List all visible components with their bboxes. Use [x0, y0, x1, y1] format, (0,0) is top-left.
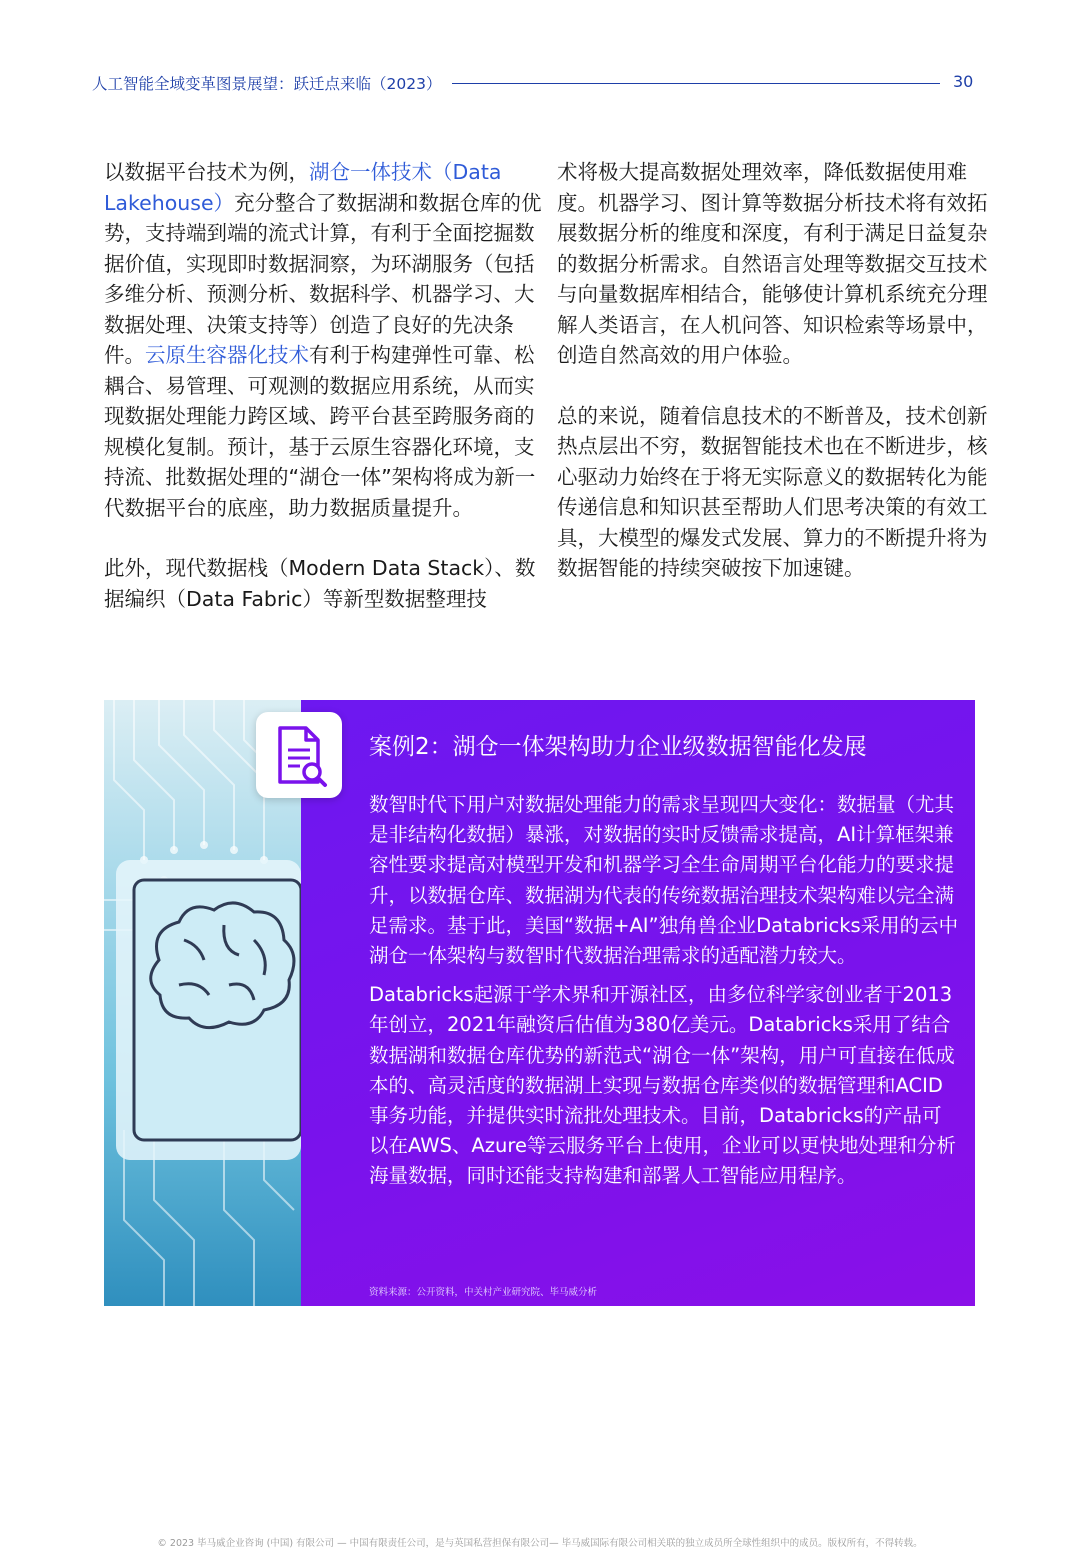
copyright-footer: © 2023 毕马威企业咨询 (中国) 有限公司 — 中国有限责任公司，是与英国私营担保有限公司— 毕马威国际有限公司相关联的独立成员所全球性组织中的成员。版权所有，不得转载。: [157, 1538, 923, 1549]
case-study-body: [369, 790, 959, 1201]
page-number: 30: [953, 72, 974, 91]
text-segment: 充分整合了数据湖和数据仓库的优势，支持端到端的流式计算，有利于全面挖掘数据价值，实现即时数据洞察，为环湖服务（包括多维分析、预测分析、数据科学、机器学习、大数据处理、决策支持等）创造了良好的先决条件。: [104, 190, 542, 367]
text-segment: 有利于构建弹性可靠、松耦合、易管理、可观测的数据应用系统，从而实现数据处理能力跨区域、跨平台甚至跨服务商的规模化复制。预计，基于云原生容器化环境，支持流、批数据处理的“湖仓一体”架构将成为新一代数据平台的底座，助力数据质量提升。: [104, 343, 536, 520]
left-paragraph-2: 此外，现代数据栈（Modern Data Stack）、数据编织（Data Fabric）等新型数据整理技: [104, 556, 536, 611]
left-column: [104, 157, 544, 644]
right-paragraph-2: 总的来说，随着信息技术的不断普及，技术创新热点层出不穷，数据智能技术也在不断进步，核心驱动力始终在于将无实际意义的数据转化为能传递信息和知识甚至帮助人们思考决策的有效工具，大模型的爆发式发展、算力的不断提升将为数据智能的持续突破按下加速键。: [557, 403, 988, 580]
left-paragraph-1: [104, 157, 544, 523]
text-segment: 以数据平台技术为例，: [104, 160, 309, 184]
header-title: 人工智能全域变革图景展望：跃迁点来临（2023）: [92, 75, 442, 93]
document-search-icon: [256, 712, 342, 798]
right-column: [557, 157, 997, 614]
header-divider: [452, 83, 940, 84]
case-paragraph-1: 数智时代下用户对数据处理能力的需求呈现四大变化：数据量（尤其是非结构化数据）暴涨，对数据的实时反馈需求提高，AI计算框架兼容性要求提高对模型开发和机器学习全生命周期平台化能力的要求提升，以数据仓库、数据湖为代表的传统数据治理技术架构难以完全满足需求。基于此，美国“数据+AI”独角兽企业Databricks采用的云中湖仓一体架构与数智时代数据治理需求的适配潜力较大。: [369, 793, 959, 968]
right-paragraph-1: 术将极大提高数据处理效率，降低数据使用难度。机器学习、图计算等数据分析技术将有效拓展数据分析的维度和深度，有利于满足日益复杂的数据分析需求。自然语言处理等数据交互技术与向量数据库相结合，能够使计算机系统充分理解人类语言，在人机问答、知识检索等场景中，创造自然高效的用户体验。: [557, 160, 988, 367]
case-paragraph-2: Databricks起源于学术界和开源社区，由多位科学家创业者于2013年创立，2021年融资后估值为380亿美元。Databricks采用了结合数据湖和数据仓库优势的新范式“湖仓一体”架构，用户可直接在低成本的、高灵活度的数据湖上实现与数据仓库类似的数据管理和ACID事务功能，并提供实时流批处理技术。目前，Databricks的产品可以在AWS、Azure等云服务平台上使用，企业可以更快地处理和分析海量数据，同时还能支持构建和部署人工智能应用程序。: [369, 983, 956, 1188]
case-source-note: 资料来源：公开资料，中关村产业研究院、毕马威分析: [369, 1287, 598, 1298]
cloud-native-link: 云原生容器化技术: [145, 343, 309, 367]
case-study-box: [104, 700, 975, 1306]
lakehouse-link: 湖仓一体技术（Data Lakehouse）: [104, 160, 502, 215]
case-study-title: 案例2：湖仓一体架构助力企业级数据智能化发展: [369, 734, 867, 760]
